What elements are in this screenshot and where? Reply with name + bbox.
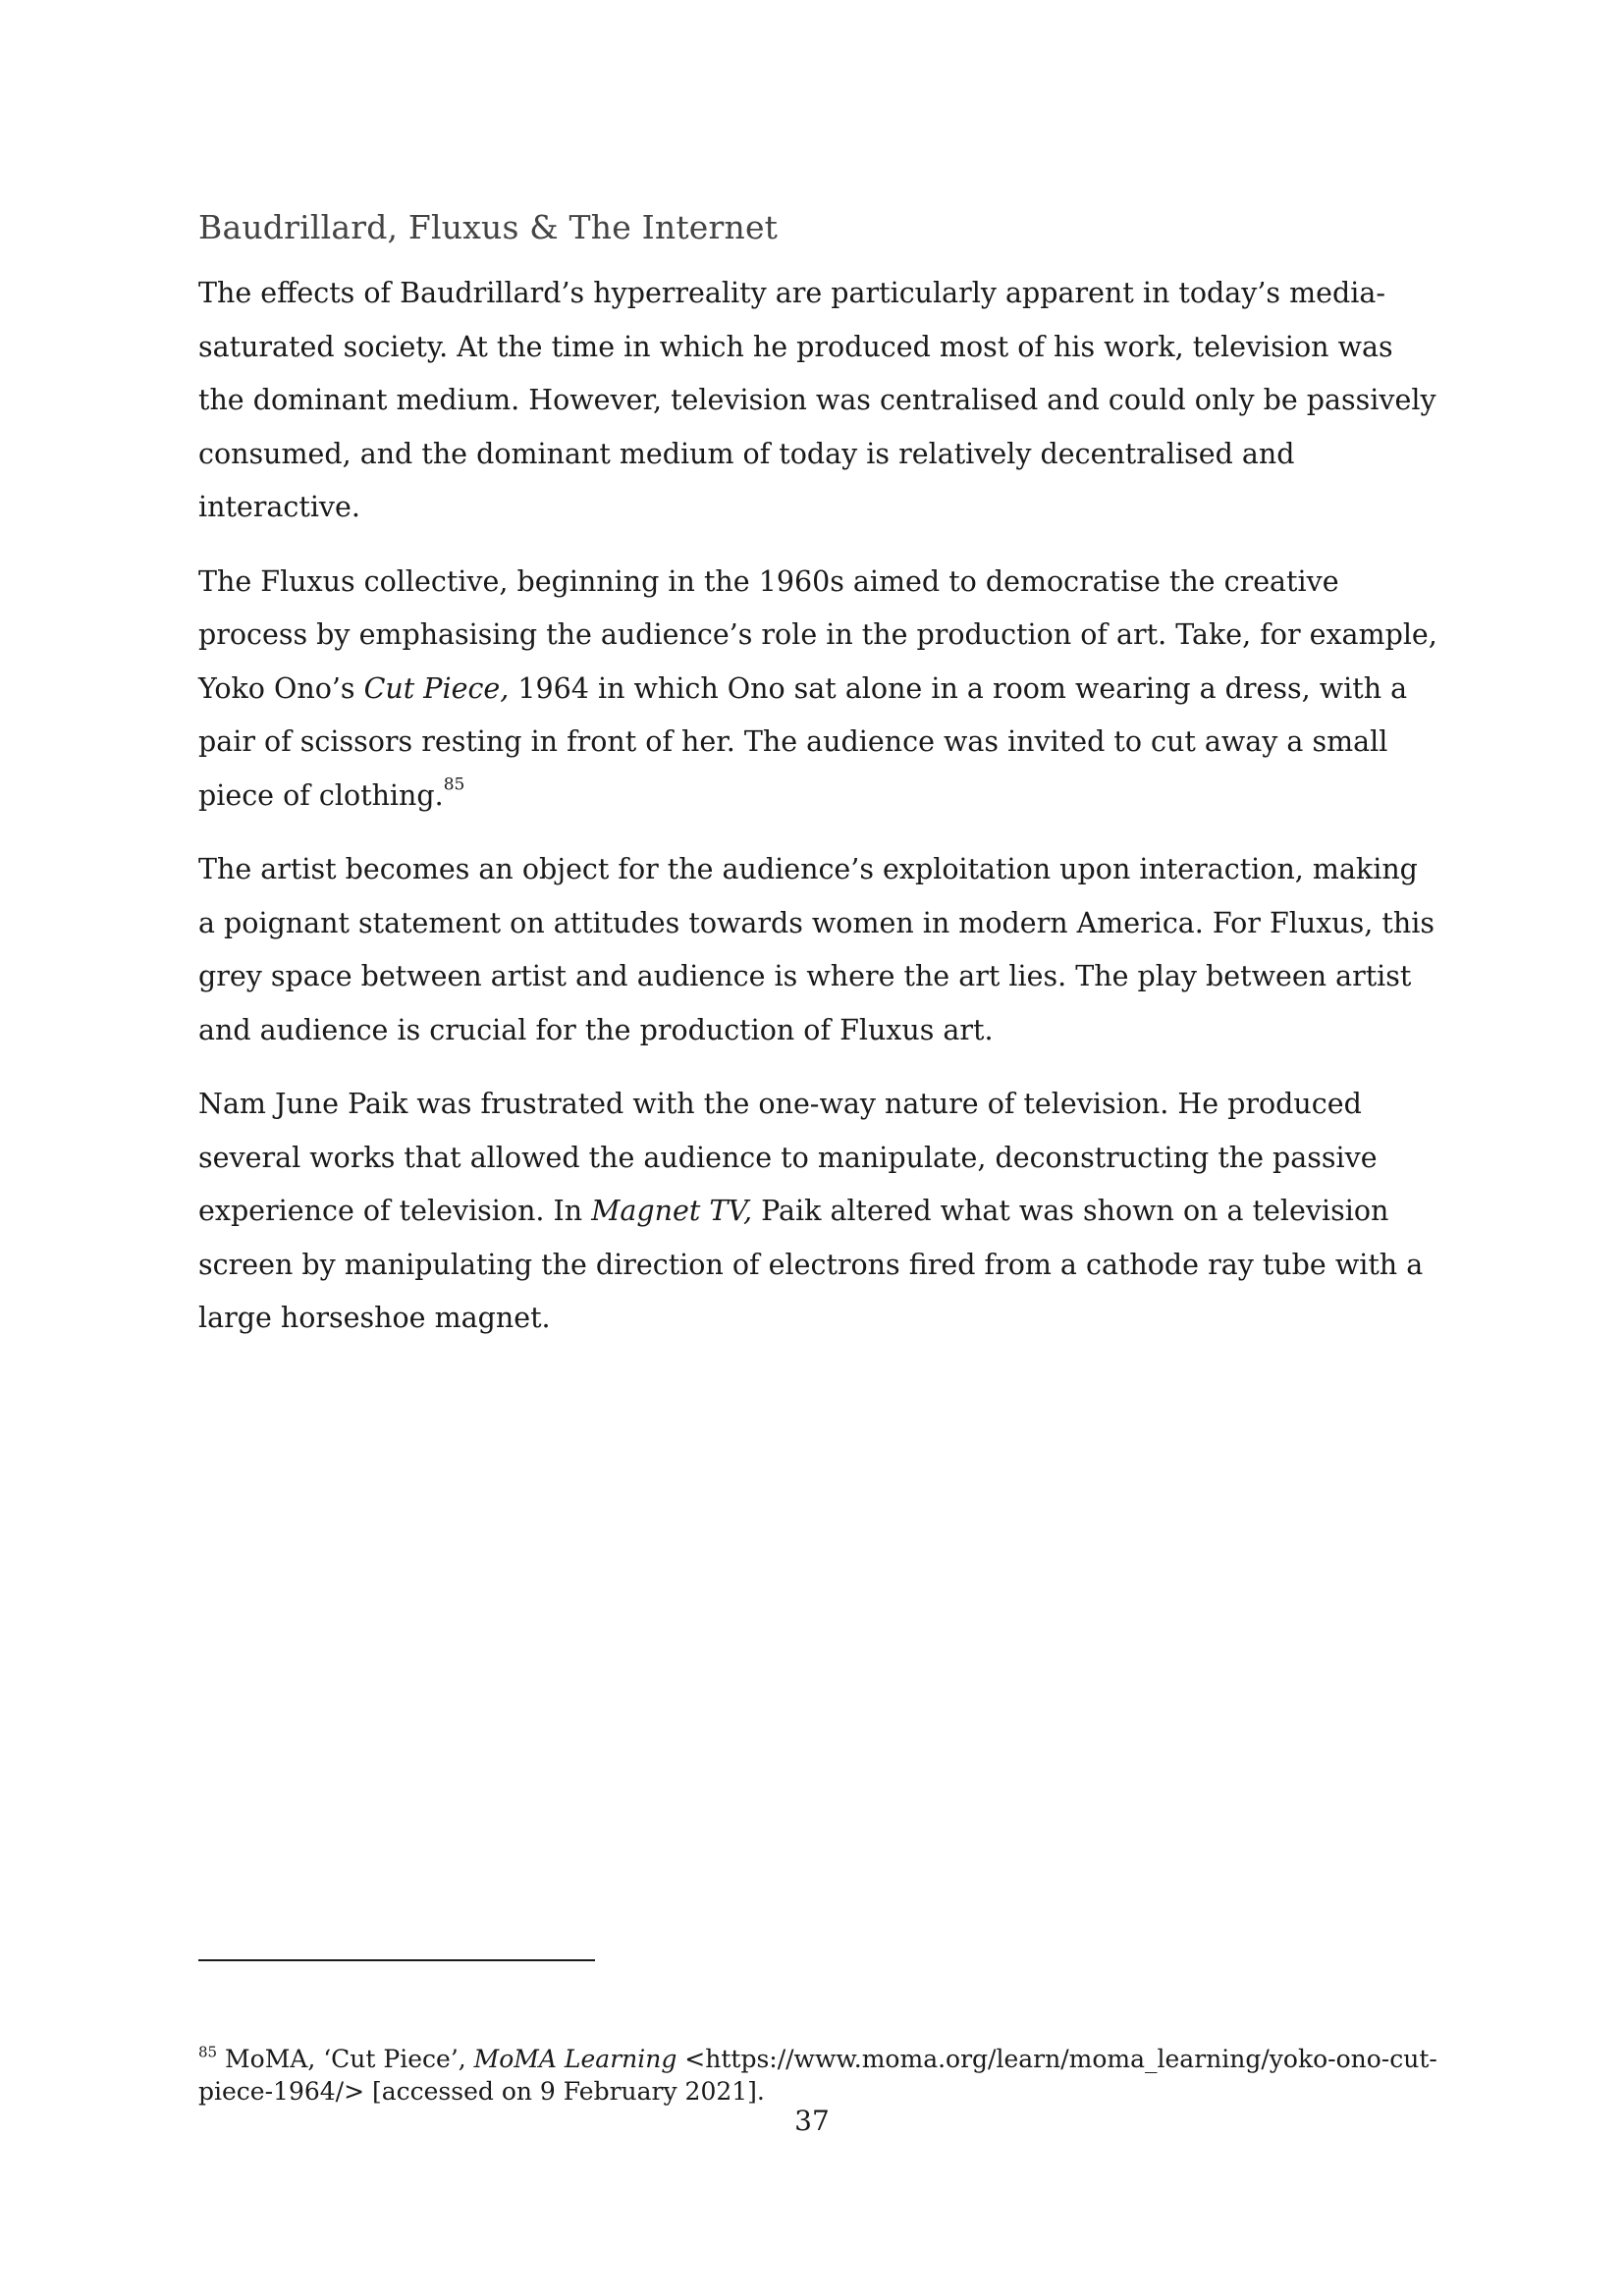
- paragraph-3-text: The artist becomes an object for the audience’s exploitation upon interaction, making a poignant statement on attitudes towards women in modern America. For Fluxus, this grey space between artist and audience is where the art lies. The play between artist and audience is crucial for the production of Fluxus art.: [198, 853, 1435, 1046]
- artwork-title-cut-piece: Cut Piece,: [363, 671, 510, 705]
- paragraph-4: [198, 1078, 1437, 1346]
- paragraph-4-text-b: Paik altered what was shown on a television screen by manipulating the direction of electrons fired from a cathode ray tube with a large horseshoe magnet.: [198, 1195, 1424, 1334]
- body-text: [198, 267, 1437, 1366]
- footnote-number: 85: [198, 2043, 218, 2061]
- footnote-text-b: <https://www.moma.org/learn/moma_learning/yoko-ono-cut-piece-1964/> [accessed on 9 February 2021].: [198, 2045, 1437, 2106]
- paragraph-2: [198, 556, 1437, 824]
- paragraph-4-text-a: Nam June Paik was frustrated with the one-way nature of television. He produced several works that allowed the audience to manipulate, deconstructing the passive experience of television. In: [198, 1088, 1378, 1227]
- section-heading: Baudrillard, Fluxus & The Internet: [198, 208, 779, 246]
- page-number: 37: [794, 2105, 830, 2137]
- artwork-title-magnet-tv: Magnet TV,: [591, 1195, 753, 1227]
- footnote: [198, 2043, 1437, 2108]
- paragraph-1: [198, 267, 1437, 535]
- footnote-reference[interactable]: 85: [443, 774, 465, 795]
- paragraph-2-text-a: The Fluxus collective, beginning in the 1960s aimed to democratise the creative process by emphasising the audience’s role in the production of art. Take, for example, Yoko Ono’s: [198, 564, 1437, 705]
- footnote-text-a: MoMA, ‘Cut Piece’,: [217, 2045, 474, 2073]
- footnote-source-title: MoMA Learning: [473, 2045, 677, 2073]
- footnote-divider: [198, 1959, 595, 1961]
- paragraph-3: [198, 843, 1437, 1057]
- paragraph-2-text-b: 1964 in which Ono sat alone in a room wearing a dress, with a pair of scissors resting in front of her. The audience was invited to cut away a small piece of clothing.: [198, 671, 1408, 812]
- paragraph-1-text: The effects of Baudrillard’s hyperreality are particularly apparent in today’s media-saturated society. At the time in which he produced most of his work, television was the dominant medium. However, television was centralised and could only be passively consumed, and the dominant medium of today is relatively decentralised and interactive.: [198, 277, 1436, 523]
